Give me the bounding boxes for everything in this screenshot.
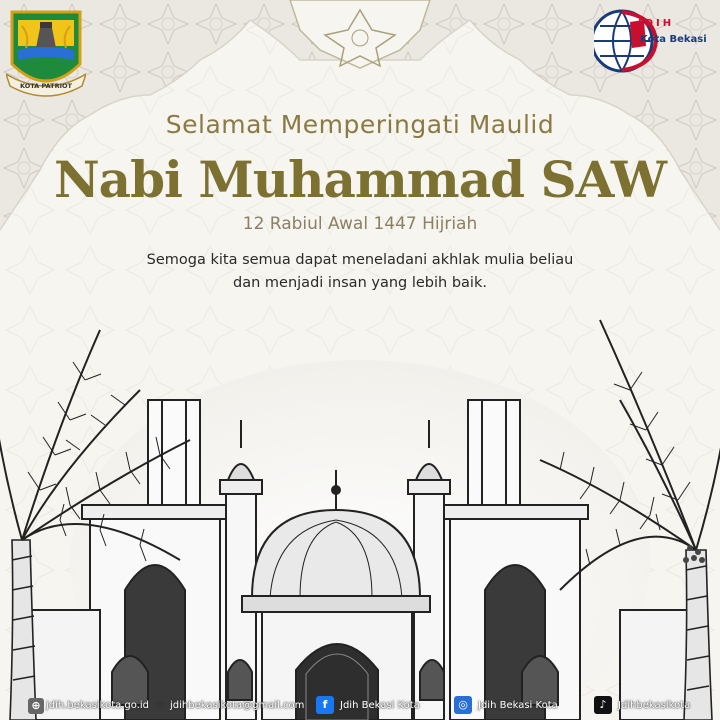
website-icon: ⊕: [28, 698, 44, 714]
kota-bekasi-emblem: [6, 6, 86, 98]
footer-facebook[interactable]: Jdih Bekasi Kota: [340, 700, 420, 711]
hijri-date: 12 Rabiul Awal 1447 Hijriah: [242, 214, 478, 234]
greeting-text: Selamat Memperingati Maulid: [165, 110, 555, 139]
emblem-ribbon-text: KOTA PATRIOT: [19, 82, 73, 90]
footer-contacts: [0, 696, 720, 720]
wish-line-2: dan menjadi insan yang lebih baik.: [233, 275, 487, 291]
instagram-icon: ◎: [454, 696, 472, 714]
email-icon: ✉: [155, 699, 165, 712]
facebook-icon: f: [316, 696, 334, 714]
footer-tiktok[interactable]: Jdihbekasikota: [618, 700, 691, 711]
headline-title: Nabi Muhammad SAW: [53, 150, 667, 209]
jdih-logo-subtitle: Kota Bekasi: [640, 34, 707, 45]
wish-line-1: Semoga kita semua dapat meneladani akhlak mulia beliau: [146, 252, 574, 268]
tiktok-icon: ♪: [594, 696, 612, 714]
footer-instagram[interactable]: Jdih Bekasi Kota: [478, 700, 558, 711]
footer-email[interactable]: jdihbekasikota@gmail.com: [170, 700, 305, 711]
jdih-logo-title: JDIH: [638, 18, 675, 29]
footer-website[interactable]: jdih.bekasikota.go.id: [46, 700, 150, 711]
